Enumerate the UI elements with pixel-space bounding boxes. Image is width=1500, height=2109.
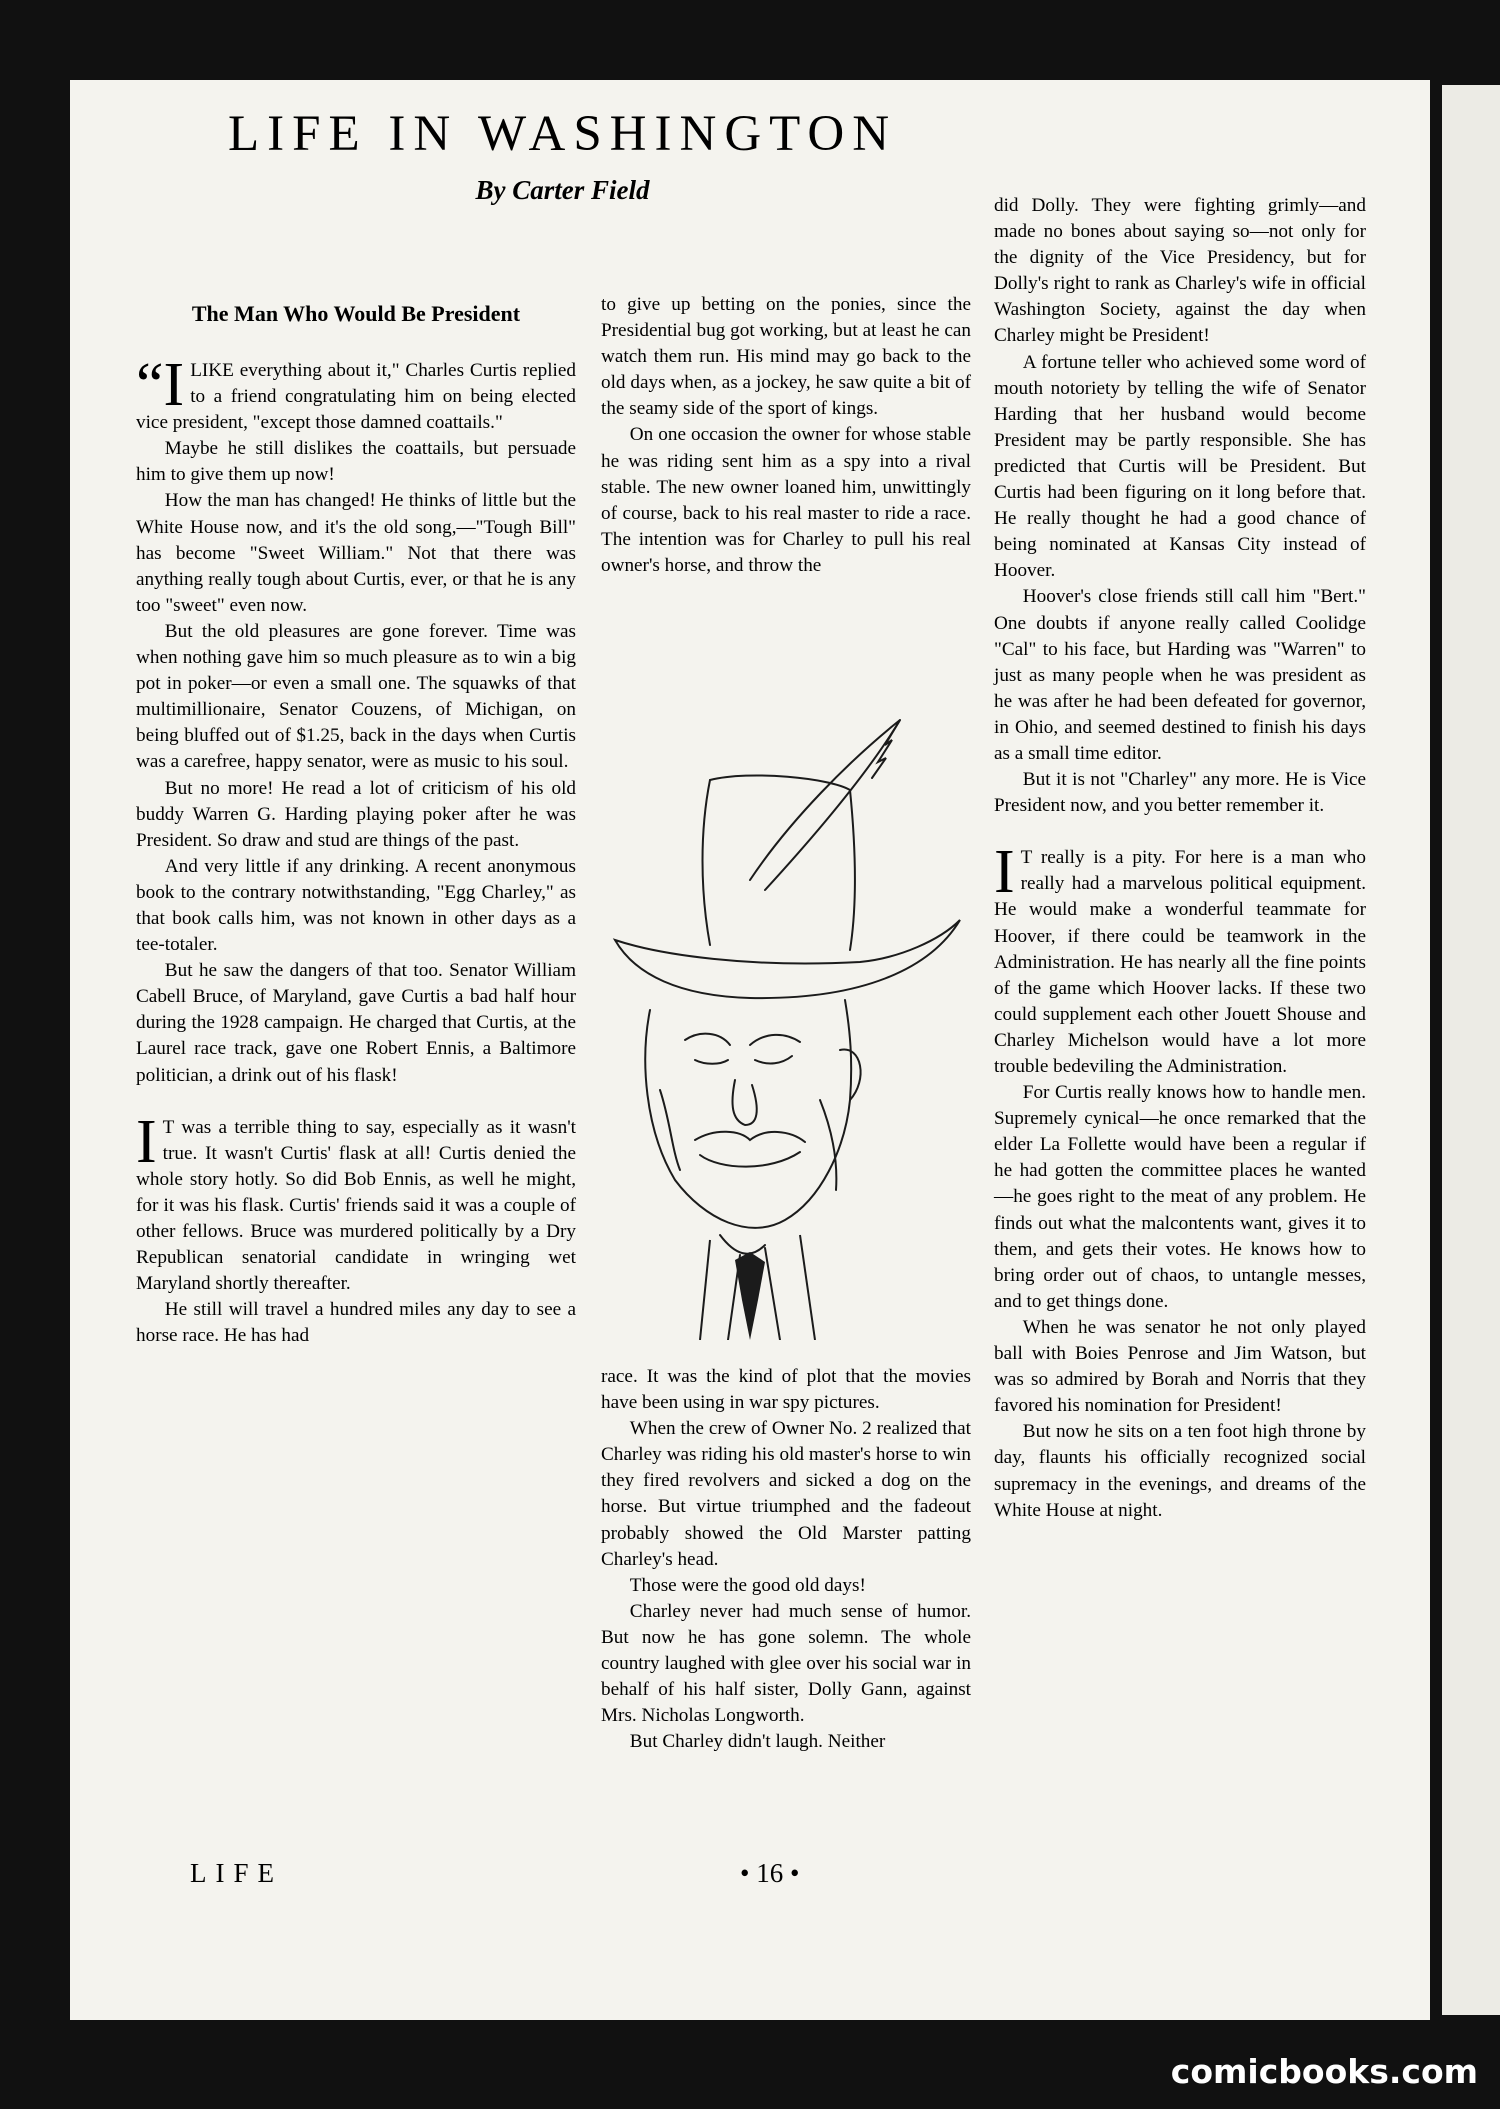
paragraph: Those were the good old days! — [629, 1574, 866, 1596]
paragraph: Hoover's close friends still call him "Bert." One doubts if anyone really called Coolidge "Cal" to his face, but Harding was "Warren" to just as many people when he was president as he was after he had been defeated for governor, in Ohio, and seemed destined to finish his days as a small time editor. — [994, 586, 1366, 764]
section-subhead: The Man Who Would Be President — [191, 301, 521, 326]
column-3 — [994, 193, 1366, 1524]
paragraph: On one occasion the owner for whose stable he was riding sent him as a spy into a rival stable. The new owner loaned him, unwittingly of course, back to his real master to ride a race. The intention was for Charley to pull his real owner's horse, and throw the — [601, 424, 971, 576]
byline: By Carter Field — [475, 175, 650, 205]
article-title: LIFE IN WASHINGTON — [227, 106, 898, 162]
caricature-illustration — [600, 700, 980, 1340]
paragraph: Charley never had much sense of humor. But now he has gone solemn. The whole country laughed with glee over his social war in behalf of his half sister, Dolly Gann, against Mrs. Nicholas Longworth. — [601, 1600, 971, 1727]
paragraph: I T was a terrible thing to say, especially as it wasn't true. It wasn't Curtis' flask at all! Curtis denied the whole story hotly. So did Bob Ennis, as well he might, for it was his flask. Curtis' friends said it was a couple of other fellows. Bruce was murdered politically by a Dry Republican senatorial candidate in wringing wet Maryland shortly thereafter. — [136, 1107, 576, 1295]
paragraph: But now he sits on a ten foot high throne by day, flaunts his officially recognized social supremacy in the evenings, and dreams of the White House at night. — [994, 1421, 1366, 1521]
paragraph: When he was senator he not only played ball with Boies Penrose and Jim Watson, but was so admired by Borah and Norris that they favored his nomination for President! — [994, 1316, 1366, 1417]
paragraph: But no more! He read a lot of criticism of his old buddy Warren G. Harding playing poker after he was President. So draw and stud are things of the past. — [136, 777, 576, 851]
paragraph: But it is not "Charley" any more. He is Vice President now, and you better remember it. — [994, 769, 1366, 817]
paragraph: “I LIKE everything about it," Charles Curtis replied to a friend congratulating him on being elected vice president, "except those damned coattails." — [136, 351, 576, 434]
paragraph: race. It was the kind of plot that the movies have been using in war spy pictures. — [601, 1366, 971, 1414]
paragraph: did Dolly. They were fighting grimly—and made no bones about saying so—not only for the dignity of the Vice Presidency, but for Dolly's right to rank as Charley's wife in official Washington Society, against the day when Charley might be President! — [994, 195, 1366, 347]
paragraph: Maybe he still dislikes the coattails, but persuade him to give them up now! — [136, 438, 576, 486]
paragraph: For Curtis really knows how to handle men. Supremely cynical—he once remarked that the elder La Follette would have been a regular if he had gotten the committee places he wanted—he goes right to the meat of any problem. He finds out what the malcontents want, gives it to them, and gets their votes. He knows how to bring order out of chaos, to untangle messes, and to get things done. — [994, 1082, 1366, 1312]
page-number: • 16 • — [740, 1858, 800, 1888]
facing-page-edge — [1442, 85, 1500, 2015]
footer-magazine-name: LIFE — [190, 1858, 283, 1888]
paragraph: to give up betting on the ponies, since the Presidential bug got working, but at least he can watch them run. His mind may go back to the old days when, as a jockey, he saw quite a bit of the seamy side of the sport of kings. — [601, 294, 971, 420]
paragraph: I T really is a pity. For here is a man who really had a marvelous political equipment. He would make a wonderful teammate for Hoover, if there could be teamwork in the Administration. He has nearly all the fine points of the game which Hoover lacks. If these two could supplement each other Jouett Shouse and Charley Michelson would have a lot more trouble bedeviling the Administration. — [994, 838, 1366, 1077]
paragraph: But the old pleasures are gone forever. Time was when nothing gave him so much pleasure as to win a big pot in poker—or even a small one. The squawks of that multimillionaire, Senator Couzens, of Michigan, on being bluffed out of $1.25, back in the days when Curtis was a carefree, happy senator, were as music to his soul. — [136, 620, 576, 773]
paragraph: How the man has changed! He thinks of little but the White House now, and it's the old song,—"Tough Bill" has become "Sweet William." Not that there was anything really tough about Curtis, ever, or that he is any too "sweet" even now. — [136, 490, 576, 616]
watermark: comicbooks.com — [1170, 2052, 1478, 2091]
column-1 — [136, 351, 576, 1349]
paragraph: When the crew of Owner No. 2 realized that Charley was riding his old master's horse to win they fired revolvers and sicked a dog on the horse. But virtue triumphed and the fadeout probably showed the Old Marster patting Charley's head. — [601, 1418, 971, 1570]
drop-cap: I — [994, 838, 1015, 907]
column-2-top — [601, 292, 971, 579]
paragraph: But Charley didn't laugh. Neither — [629, 1731, 886, 1753]
paragraph: He still will travel a hundred miles any day to see a horse race. He has had — [136, 1299, 576, 1347]
paragraph: A fortune teller who achieved some word of mouth notoriety by telling the wife of Senator Harding that her husband would become President may be partly responsible. She has predicted that Curtis will be President. But Curtis had been figuring on it long before that. He really thought he had a good chance of being nominated at Kansas City instead of Hoover. — [994, 351, 1366, 582]
paragraph: And very little if any drinking. A recent anonymous book to the contrary notwithstanding, "Egg Charley," as that book calls him, was not known in other days as a tee-totaler. — [136, 855, 576, 956]
column-2-bottom — [601, 1364, 971, 1755]
paragraph: But he saw the dangers of that too. Senator William Cabell Bruce, of Maryland, gave Curtis a bad half hour during the 1928 campaign. He charged that Curtis, at the Laurel race track, gave one Robert Ennis, a Baltimore politician, a drink out of his flask! — [136, 960, 576, 1086]
drop-cap: “I — [136, 351, 185, 419]
drop-cap: I — [136, 1107, 157, 1176]
